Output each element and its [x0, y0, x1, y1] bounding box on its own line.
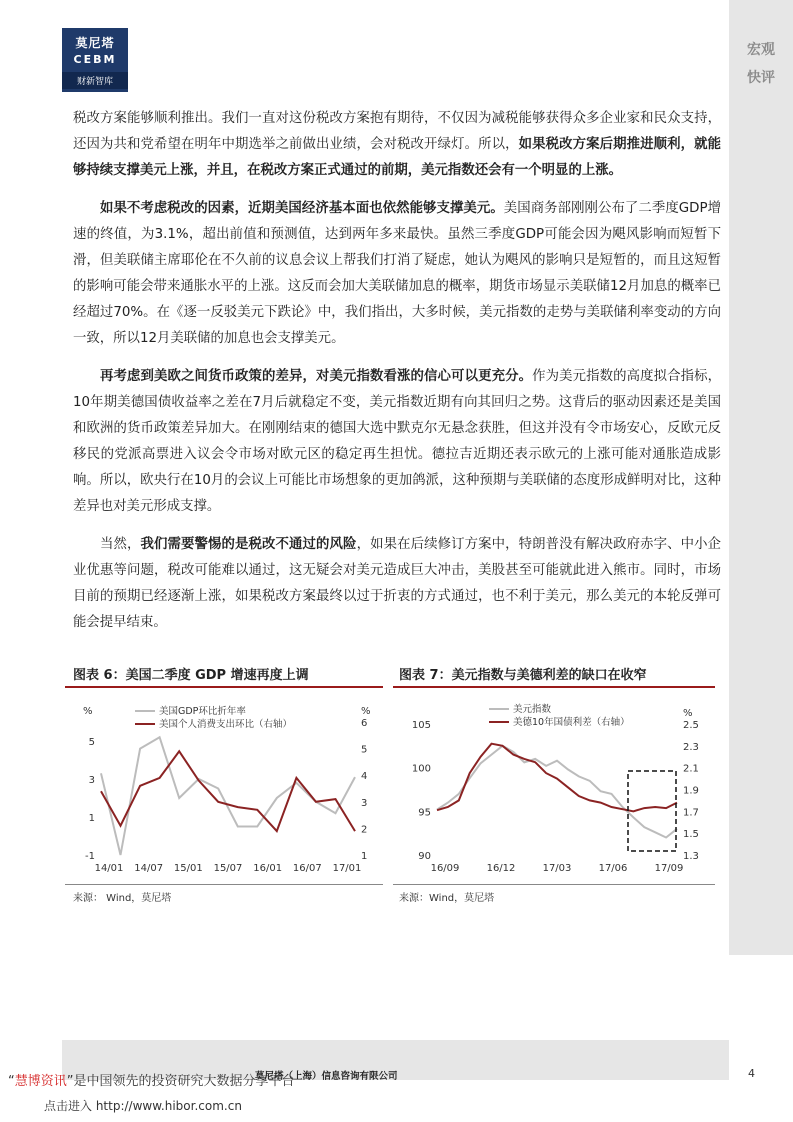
logo-sub: 财新智库 [62, 72, 128, 89]
promo-text [8, 1070, 295, 1089]
p4-text-1: 当然， [100, 537, 141, 552]
left-axis-unit: % [83, 706, 93, 717]
right-tick-label: 1.9 [683, 785, 699, 797]
footer-company: 莫尼塔（上海）信息咨询有限公司 [255, 1071, 398, 1082]
side-title-2: 快评 [747, 70, 775, 86]
figure-7-rule [393, 686, 715, 688]
right-tick-label: 1.5 [683, 829, 699, 841]
right-tick-label: 5 [361, 744, 368, 756]
legend-label-1: 美元指数 [513, 704, 552, 715]
report-type-label [729, 36, 793, 92]
x-tick-label: 16/09 [430, 863, 460, 874]
left-tick-label: -1 [85, 851, 95, 862]
left-tick-label: 5 [88, 737, 95, 748]
logo-en: CEBM [73, 53, 117, 66]
series-line-2 [437, 744, 677, 812]
p2-bold: 如果不考虑税改的因素，近期美国经济基本面也依然能够支撑美元。 [100, 201, 504, 216]
paragraph-3 [73, 364, 721, 520]
right-tick-label: 2.1 [683, 763, 699, 775]
side-title-1: 宏观 [747, 42, 775, 58]
figure-7-chart [393, 692, 717, 882]
right-tick-label: 3 [361, 797, 368, 809]
p2-text: 美国商务部刚刚公布了二季度GDP增速的终值，为3.1%，超出前值和预测值，达到两年多来最快。虽然三季度GDP可能会因为飓风影响而短暂下滑，但美联储主席耶伦在不久前的议息会议上帮我们打消了疑虑，她认为飓风的影响只是短暂的，而且这短暂的影响可能会带来通胀水平的上涨。这反而会加大美联储加息的概率，期货市场显示美联储12月加息的概率已经超过70%。在《逐一反驳美元下跌论》中，我们指出，大多时候，美元指数的走势与美联储利率变动的方向一致，所以12月美联储的加息也会支撑美元。 [73, 201, 721, 346]
x-tick-label: 16/12 [486, 863, 516, 874]
right-tick-label: 6 [361, 718, 368, 729]
p1-bold: 如果税改方案后期推进顺利，就能够持续支撑美元上涨，并且，在税改方案正式通过的前期，美元指数还会有一个明显的上涨。 [73, 137, 722, 178]
p1-text: 税改方案能够顺利推出。我们一直对这份税改方案抱有期待，不仅因为减税能够获得众多企业家和民众支持，还因为共和党希望在明年中期选举之前做出业绩，会对税改开绿灯。所以， [73, 111, 721, 152]
series-line-1 [437, 746, 677, 838]
promo-rest: 是中国领先的投资研究大数据分享平台 [73, 1074, 295, 1089]
figure-7-source: 来源：Wind，莫尼塔 [399, 893, 495, 904]
right-tick-label: 1 [361, 851, 368, 862]
paragraph-4 [73, 532, 721, 636]
right-tick-label: 4 [361, 771, 368, 783]
left-tick-label: 3 [88, 775, 95, 786]
figure-7-source-rule [393, 884, 715, 885]
x-tick-label: 14/01 [94, 863, 124, 874]
series-line-2 [101, 751, 355, 831]
figure-6-rule [65, 686, 383, 688]
right-tick-label: 2.5 [683, 720, 699, 731]
right-tick-label: 1.3 [683, 851, 699, 862]
right-tick-label: 1.7 [683, 807, 699, 819]
left-tick-label: 100 [411, 763, 431, 775]
promo-quote-open: “ [8, 1074, 15, 1089]
left-tick-label: 1 [88, 813, 95, 824]
right-tick-label: 2 [361, 824, 368, 836]
p3-bold: 再考虑到美欧之间货币政策的差异，对美元指数看涨的信心可以更充分。 [100, 369, 533, 384]
page-number: 4 [748, 1067, 755, 1080]
promo-link[interactable]: 点击进入 http://www.hibor.com.cn [44, 1099, 242, 1113]
x-tick-label: 17/09 [654, 863, 684, 874]
paragraph-2 [73, 196, 721, 352]
figure-6-chart [65, 692, 385, 882]
promo-brand: 慧博资讯 [14, 1074, 67, 1089]
p4-bold: 我们需要警惕的是税改不通过的风险 [140, 537, 357, 552]
x-tick-label: 16/01 [253, 863, 283, 874]
company-logo [62, 28, 128, 92]
p3-text: 作为美元指数的高度拟合指标，10年期美德国债收益率之差在7月后就稳定不变，美元指数近期有向其回归之势。这背后的驱动因素还是美国和欧洲的货币政策差异加大。在刚刚结束的德国大选中默克尔无悬念获胜，但这并没有令市场安心，反欧元反移民的党派高票进入议会令市场对欧元区的稳定再生担忧。德拉吉近期还表示欧元的上涨可能对通胀造成影响。所以，欧央行在10月的会议上可能比市场想象的更加鸽派，这种预期与美联储的态度形成鲜明对比，这种差异也对美元形成支撑。 [73, 369, 721, 514]
left-tick-label: 95 [418, 807, 431, 819]
promo-quote-close: ” [66, 1074, 74, 1089]
figure-6-title: 图表 6：美国二季度 GDP 增速再度上调 [73, 668, 309, 683]
x-tick-label: 14/07 [134, 863, 164, 874]
x-tick-label: 17/01 [332, 863, 362, 874]
paragraph-1 [73, 106, 721, 184]
figure-6-source: 来源： Wind，莫尼塔 [73, 893, 172, 904]
body-text [73, 106, 721, 648]
left-tick-label: 105 [411, 720, 431, 731]
p4-text-2: ，如果在后续修订方案中，特朗普没有解决政府赤字、中小企业优惠等问题，税改可能难以通过，这无疑会对美元造成巨大冲击，美股甚至可能就此进入熊市。同时，市场目前的预期已经逐渐上涨，如果税改方案最终以过于折衷的方式通过，也不利于美元，那么美元的本轮反弹可能会提早结束。 [73, 537, 722, 630]
side-band [729, 0, 793, 955]
x-tick-label: 17/06 [598, 863, 628, 874]
figure-7-title: 图表 7：美元指数与美德利差的缺口在收窄 [399, 668, 647, 683]
legend-label-2: 美德10年国债利差（右轴） [513, 717, 630, 728]
x-tick-label: 17/03 [542, 863, 572, 874]
x-tick-label: 15/01 [173, 863, 203, 874]
logo-cn: 莫尼塔 [75, 36, 115, 50]
left-tick-label: 90 [418, 851, 431, 862]
right-axis-unit: % [683, 708, 693, 719]
legend-label-2: 美国个人消费支出环比（右轴） [159, 719, 293, 730]
figure-6-source-rule [65, 884, 383, 885]
series-line-1 [101, 737, 355, 855]
right-axis-unit: % [361, 706, 371, 717]
x-tick-label: 15/07 [213, 863, 243, 874]
x-tick-label: 16/07 [292, 863, 322, 874]
legend-label-1: 美国GDP环比折年率 [159, 706, 246, 717]
right-tick-label: 2.3 [683, 741, 699, 753]
